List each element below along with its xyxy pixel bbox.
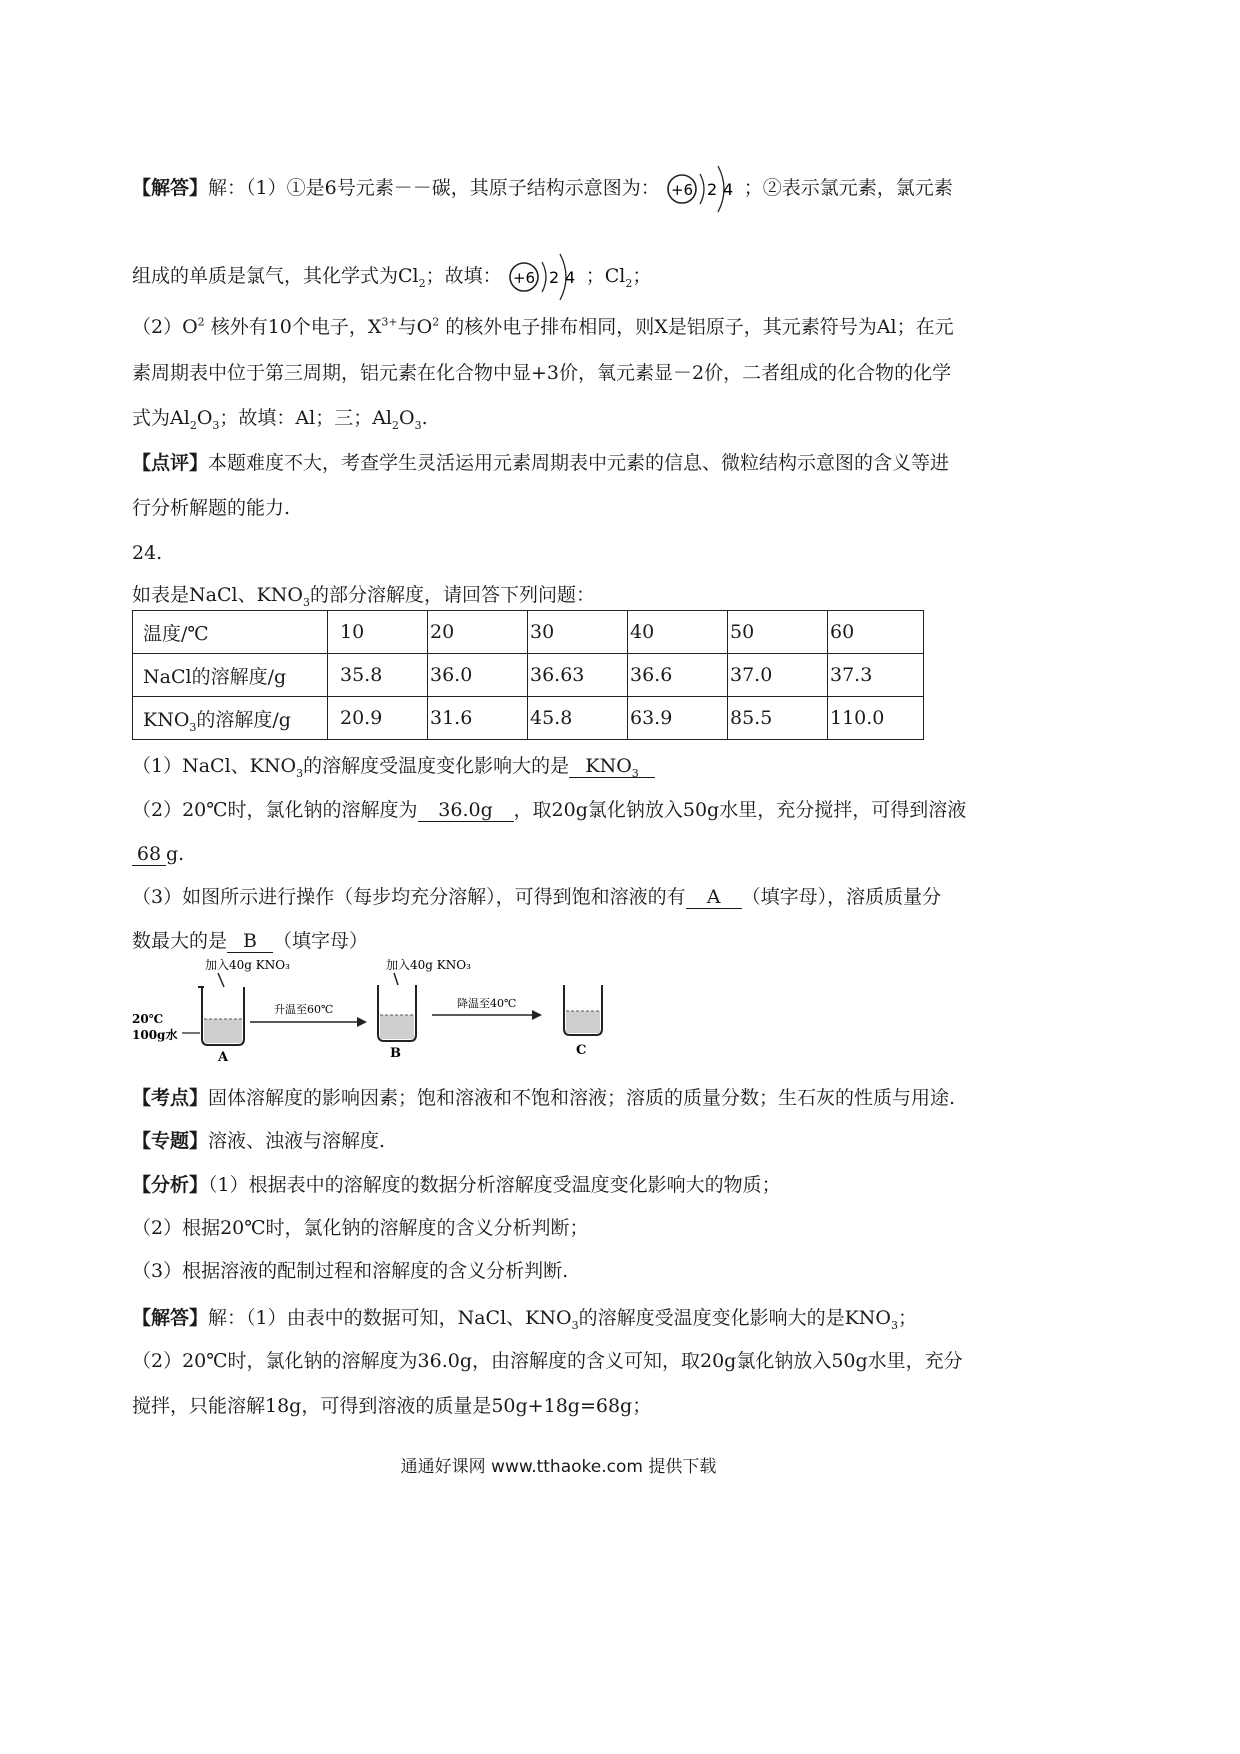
sub-question-2: （2）20℃时，氯化钠的溶解度为 36.0g ，取20g氯化钠放入50g水里，充分搅拌，可得到溶液 [132,799,967,821]
solubility-table [132,610,924,740]
svg-text:+6: +6 [512,269,535,287]
label-b: B [390,1046,401,1061]
jieda-line-2: （2）20℃时，氯化钠的溶解度为36.0g，由溶解度的含义可知，取20g氯化钠放入50g水里，充分 [132,1350,963,1372]
part2-line-1: $(2)O^2$ 核外有10个电子，$X^{3+}$与$O^2$ 的核外电子排布相同，则X是铝原子，其元素符号为Al；在元 [132,315,954,338]
water-label: 100g水 [132,1028,178,1042]
answer-tag: 【解答】 [132,177,209,199]
sub-question-1: （1）NaCl、$KNO_3$的溶解度受温度变化影响大的是 $KNO_3$ [132,753,655,779]
sub-question-2-cont: 68 g. [132,841,184,867]
label-a: A [218,1050,229,1062]
carbon-atom-diagram [666,160,744,218]
footer-source: 通通好课网 www.tthaoke.com 提供下载 [400,1457,717,1477]
answer-blank-1: $KNO_3$ [569,755,655,778]
shell2-count: 4 [722,180,733,199]
fenxi-line-2: （2）根据20℃时，氯化钠的溶解度的含义分析判断； [132,1217,589,1239]
table-row: $KNO_3$的溶解度/g 20.9 31.6 45.8 63.9 85.5 110.0 [133,697,924,740]
experiment-figure [132,957,612,1062]
jieda-line-1: 【解答】解：（1）由表中的数据可知，NaCl、$KNO_3$的溶解度受温度变化影响大的是$KNO_3$； [132,1307,917,1332]
beaker-a [198,987,244,1045]
part2-line-2: 素周期表中位于第三周期，铝元素在化合物中显+3价，氧元素显－2价，二者组成的化合物的化学 [132,362,952,384]
table-row: 温度/℃ 10 20 30 40 50 60 [133,611,924,654]
nucleus-label: +6 [670,181,693,199]
answer-blank-2: 36.0g [418,799,514,822]
table-row: NaCl的溶解度/g 35.8 36.0 36.63 36.6 37.0 37.3 [133,654,924,697]
shell1-count: 2 [706,180,717,199]
comment-tag: 【点评】 [132,452,209,474]
svg-text:4: 4 [564,268,575,287]
step1-label: 升温至60℃ [274,1003,334,1016]
sub-question-3-cont: 数最大的是 B （填字母） [132,930,369,952]
fenxi-line-3: （3）根据溶液的配制过程和溶解度的含义分析判断. [132,1260,569,1282]
answer-line-1: 【解答】解：（1）①是6号元素－－碳，其原子结构示意图为： +6 2 4 ；②表示氯元素，氯元素 [132,160,953,218]
temp-label: 20℃ [132,1012,164,1026]
fenxi-line-1: 【分析】（1）根据表中的溶解度的数据分析溶解度受温度变化影响大的物质； [132,1174,781,1196]
label-c: C [576,1043,587,1058]
question-number: 24. [132,542,163,564]
jieda-line-3: 搅拌，只能溶解18g，可得到溶液的质量是50g+18g=68g； [132,1395,652,1417]
add-label-2: 加入40g KNO₃ [386,958,471,972]
svg-text:2: 2 [548,268,559,287]
answer-blank-5: B [227,930,273,953]
carbon-atom-diagram-2 [508,248,586,306]
comment-line-2: 行分析解题的能力. [132,497,291,519]
answer-line-2: 组成的单质是氯气，其化学式为$Cl_2$；故填： +6 2 4 ；$Cl_2$； [132,248,651,306]
step2-label: 降温至40℃ [457,997,517,1010]
sub-question-3: （3）如图所示进行操作（每步均充分溶解），可得到饱和溶液的有 A （填字母），溶质质量分 [132,886,942,908]
kaodian-line: 【考点】固体溶解度的影响因素；饱和溶液和不饱和溶液；溶质的质量分数；生石灰的性质与用途. [132,1087,956,1109]
answer-blank-4: A [686,886,742,909]
zhuanti-line: 【专题】溶液、浊液与溶解度. [132,1130,386,1152]
beaker-b [378,985,416,1041]
question-intro: 如表是NaCl、$KNO_3$的部分溶解度，请回答下列问题： [132,584,595,609]
comment-line-1: 【点评】本题难度不大，考查学生灵活运用元素周期表中元素的信息、微粒结构示意图的含义等进 [132,452,950,474]
add-label-1: 加入40g KNO₃ [205,958,290,972]
part2-line-3: 式为$Al_2O_3$；故填：Al；三；$Al_2O_3$. [132,407,428,432]
beaker-c [564,985,602,1035]
answer-blank-3: 68 [132,843,166,866]
